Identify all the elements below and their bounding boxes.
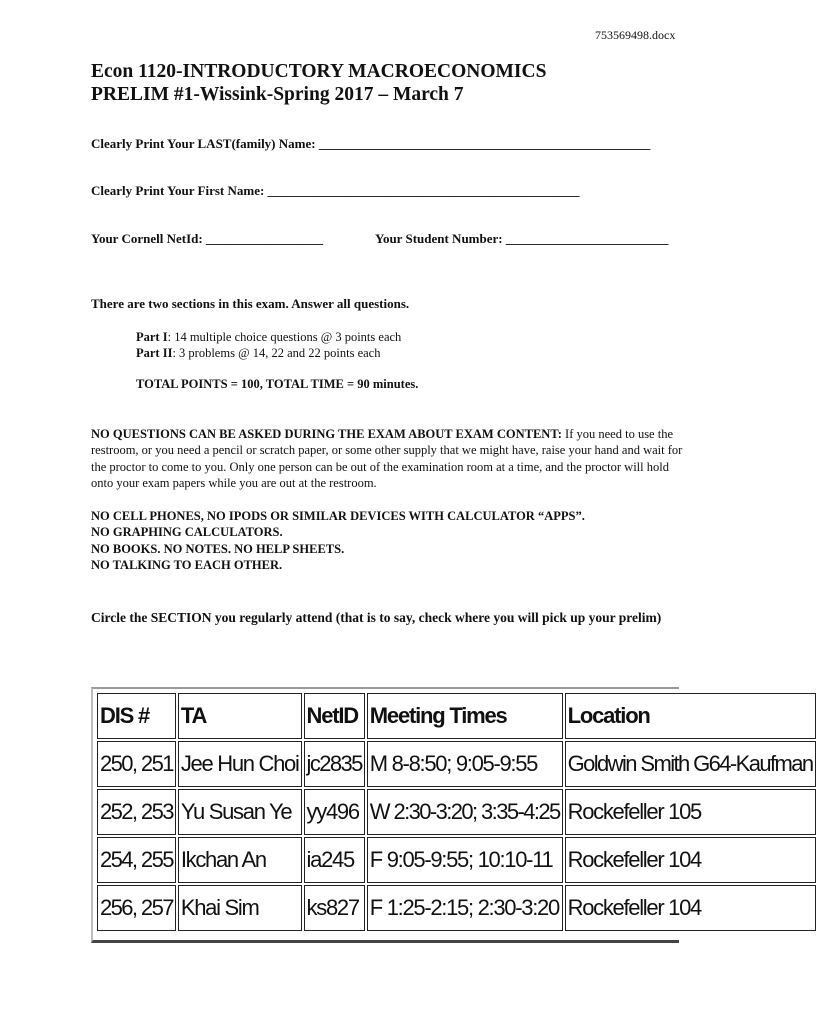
cell-location: Goldwin Smith G64-Kaufman — [565, 741, 816, 787]
prohibition-item: NO BOOKS. NO NOTES. NO HELP SHEETS. — [91, 541, 345, 556]
part-2-line — [136, 346, 380, 361]
exam-title — [91, 60, 546, 106]
last-name-field[interactable]: Clearly Print Your LAST(family) Name: ___________________________________________________ — [91, 136, 651, 151]
netid-field[interactable]: Your Cornell NetId: __________________ — [91, 231, 323, 246]
part-2-label: Part II — [136, 346, 173, 360]
cell-meeting-times: W 2:30-3:20; 3:35-4:25 — [367, 789, 563, 835]
header-location: Location — [565, 693, 816, 739]
cell-netid: ia245 — [304, 837, 365, 883]
part-1-text: : 14 multiple choice questions @ 3 points each — [167, 330, 402, 344]
cell-ta: Jee Hun Choi — [178, 741, 302, 787]
file-name: 753569498.docx — [595, 28, 676, 42]
cell-netid: ks827 — [304, 885, 365, 931]
cell-netid: yy496 — [304, 789, 365, 835]
header-meeting-times: Meeting Times — [367, 693, 563, 739]
title-line-1: Econ 1120-INTRODUCTORY MACROECONOMICS — [91, 61, 547, 82]
table-header-row — [97, 693, 816, 739]
table-row[interactable] — [97, 741, 816, 787]
cell-dis[interactable]: 256, 257 — [97, 885, 176, 931]
exam-rules — [91, 426, 687, 491]
cell-dis[interactable]: 252, 253 — [97, 789, 176, 835]
rules-text: If you need to use the restroom, or you need a pencil or scratch paper, or some other supply that we might have, raise your hand and wait for the proctor to come to you. Only one person can be out of the examination room at a time, and the proctor will hold onto your exam papers while you are out at the restroom. — [91, 427, 683, 490]
cell-dis[interactable]: 250, 251 — [97, 741, 176, 787]
cell-location: Rockefeller 104 — [565, 837, 816, 883]
header-dis: DIS # — [97, 693, 176, 739]
first-name-field[interactable]: Clearly Print Your First Name: ________________________________________________ — [91, 183, 580, 198]
cell-location: Rockefeller 104 — [565, 885, 816, 931]
header-ta: TA — [178, 693, 302, 739]
section-table — [95, 691, 818, 933]
cell-ta: Khai Sim — [178, 885, 302, 931]
circle-section-instruction: Circle the SECTION you regularly attend (that is to say, check where you will pick up your prelim) — [91, 610, 662, 625]
cell-meeting-times: F 9:05-9:55; 10:10-11 — [367, 837, 563, 883]
table-row[interactable] — [97, 885, 816, 931]
cell-dis[interactable]: 254, 255 — [97, 837, 176, 883]
section-table-frame — [91, 687, 813, 943]
part-1-line — [136, 330, 401, 345]
cell-meeting-times: M 8-8:50; 9:05-9:55 — [367, 741, 563, 787]
cell-meeting-times: F 1:25-2:15; 2:30-3:20 — [367, 885, 563, 931]
header-netid: NetID — [304, 693, 365, 739]
table-row[interactable] — [97, 789, 816, 835]
cell-netid: jc2835 — [304, 741, 365, 787]
student-number-field[interactable]: Your Student Number: _________________________ — [375, 231, 669, 246]
prohibition-item: NO TALKING TO EACH OTHER. — [91, 557, 283, 572]
prohibition-item: NO GRAPHING CALCULATORS. — [91, 525, 283, 540]
total-points: TOTAL POINTS = 100, TOTAL TIME = 90 minutes. — [136, 377, 419, 391]
cell-location: Rockefeller 105 — [565, 789, 816, 835]
title-line-2: PRELIM #1-Wissink-Spring 2017 – March 7 — [91, 84, 464, 105]
cell-ta: Ikchan An — [178, 837, 302, 883]
rules-heading: NO QUESTIONS CAN BE ASKED DURING THE EXAM ABOUT EXAM CONTENT: — [91, 427, 562, 441]
exam-intro: There are two sections in this exam. Answer all questions. — [91, 296, 410, 311]
cell-ta: Yu Susan Ye — [178, 789, 302, 835]
prohibition-item: NO CELL PHONES, NO IPODS OR SIMILAR DEVICES WITH CALCULATOR “APPS”. — [91, 509, 585, 523]
part-1-label: Part I — [136, 330, 168, 344]
part-2-text: : 3 problems @ 14, 22 and 22 points each — [172, 346, 381, 360]
prohibitions-list — [91, 508, 585, 573]
table-row[interactable] — [97, 837, 816, 883]
